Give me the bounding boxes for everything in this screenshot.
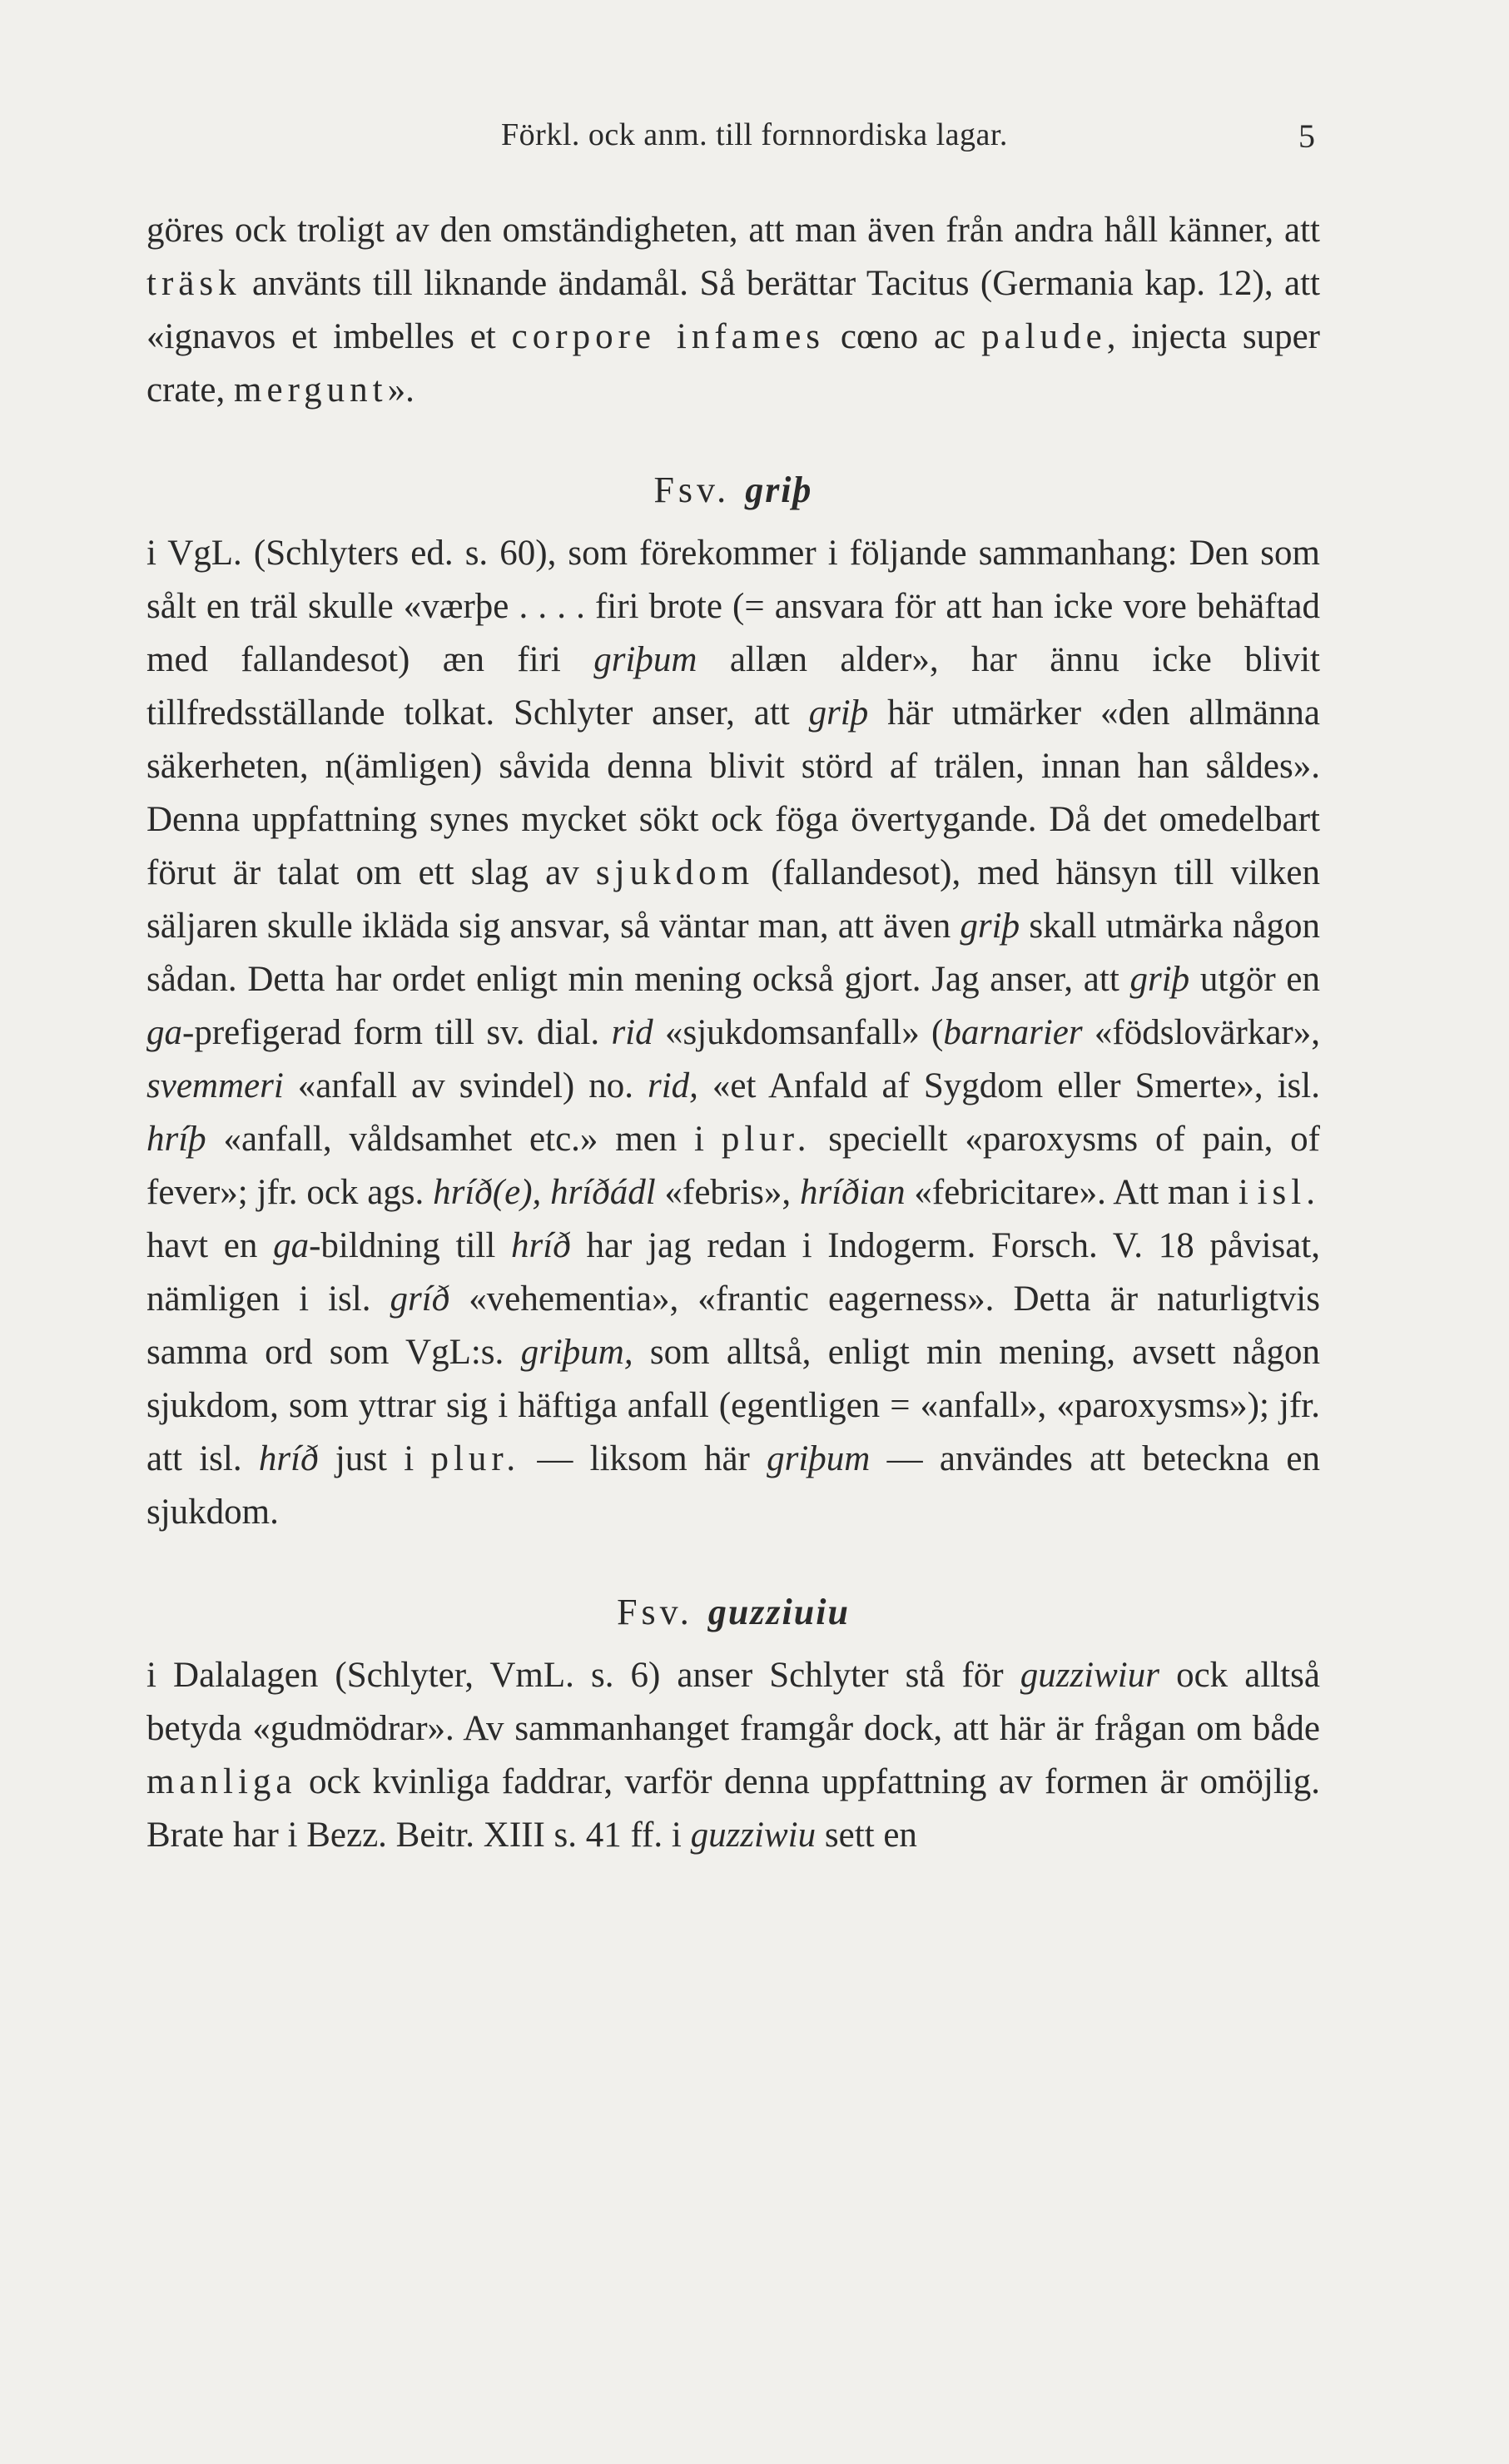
text-run: här utmärker «den allmänna säkerheten, n(ämligen) såvida denna blivit störd af trälen, innan han såldes». Denna uppfattning synes mycket sökt ock föga övertygande. Då det omedelbart förut är talat om ett slag av: [146, 693, 1320, 892]
italic-term: gríð: [390, 1279, 450, 1319]
italic-term: ga-: [273, 1226, 321, 1265]
spaced-word: sjukdom: [595, 853, 755, 892]
italic-term: guzziwiur: [1020, 1656, 1159, 1695]
italic-term: griþum: [593, 640, 697, 679]
text-run: — liksom här: [520, 1439, 767, 1478]
text-run: «vehementia», «frantic eagerness». Detta är naturligtvis samma ord som VgL:s.: [146, 1279, 1320, 1372]
text-run: har jag redan i Indogerm. Forsch. V. 18 påvisat, nämligen i isl.: [146, 1226, 1320, 1319]
section-gap: [146, 417, 1320, 464]
text-run: «sjukdomsanfall» (: [653, 1013, 944, 1052]
text-run: — användes att beteckna en sjukdom.: [146, 1439, 1321, 1532]
text-run: prefigerad form till sv. dial.: [194, 1013, 612, 1052]
italic-term: hríðian: [799, 1173, 906, 1212]
italic-term: griþ: [960, 907, 1020, 946]
text-run: «anfall, våldsamhet etc.» men i: [206, 1120, 722, 1159]
section-gap: [146, 1539, 1320, 1586]
italic-term: svemmeri: [146, 1066, 284, 1105]
paragraph-3: [146, 1649, 1320, 1862]
headword-term: guzziuiu: [707, 1592, 850, 1632]
italic-term: hríð(e), hríðádl: [433, 1173, 656, 1212]
text-run: använts till liknande ändamål. Så berättar Tacitus (Germania kap. 12), att «ignavos et imbelles et: [146, 264, 1320, 356]
italic-term: griþ: [1129, 960, 1190, 999]
text-run: just i: [318, 1439, 431, 1478]
page-header: [0, 117, 1509, 166]
headword-guzziuiu: [146, 1586, 1320, 1639]
italic-term: rid,: [647, 1066, 698, 1105]
text-run: bildning till: [320, 1226, 512, 1265]
text-run: i VgL. (Schlyters ed. s. 60), som förekommer i följande sammanhang: Den som sålt en träl skulle «værþe . . . . firi brote (= ansvara för att han icke vore behäftad med fallandesot) æn firi: [146, 534, 1320, 679]
headword-abbr: Fsv.: [653, 469, 731, 510]
spaced-word: corpore infames: [511, 317, 826, 356]
text-run: «anfall av svindel) no.: [283, 1066, 648, 1105]
page-number: 5: [1298, 117, 1315, 155]
italic-term: hríþ: [146, 1120, 206, 1159]
text-run: som alltså, enligt min mening, avsett någon sjukdom, som yttrar sig i häftiga anfall (egentligen = «anfall», «paroxysms»); jfr. att isl.: [146, 1333, 1320, 1478]
text-run: havt en: [146, 1226, 274, 1265]
spaced-word: isl.: [1257, 1173, 1320, 1212]
spaced-word: träsk: [146, 264, 241, 303]
text-run: ock kvinliga faddrar, varför denna uppfattning av formen är omöjlig. Brate har i Bezz. Beitr. XIII s. 41 ff. i: [146, 1762, 1320, 1855]
text-run: utgör en: [1189, 960, 1320, 999]
running-title: Förkl. ock anm. till fornnordiska lagar.: [501, 117, 1008, 152]
headword-term: griþ: [745, 469, 813, 510]
italic-term: griþum,: [520, 1333, 633, 1372]
text-run: «febris»,: [655, 1173, 800, 1212]
italic-term: hríð: [511, 1226, 571, 1265]
text-run: skall utmärka någon sådan. Detta har ordet enligt min mening också gjort. Jag anser, att: [146, 907, 1320, 999]
spaced-word: plur.: [430, 1439, 521, 1478]
italic-term: ga-: [146, 1013, 195, 1052]
text-run: speciellt «paroxysms of pain, of fever»; jfr. ock ags.: [146, 1120, 1320, 1212]
italic-term: rid: [611, 1013, 653, 1052]
spaced-word: manliga: [146, 1762, 297, 1801]
text-run: i Dalalagen (Schlyter, VmL. s. 6) anser Schlyter stå för: [146, 1656, 1020, 1695]
italic-term: guzziwiu: [690, 1816, 817, 1855]
italic-term: barnarier: [943, 1013, 1083, 1052]
text-run: allæn alder», har ännu icke blivit tillfredsställande tolkat. Schlyter anser, att: [146, 640, 1320, 733]
headword-grip: [146, 464, 1320, 517]
italic-term: griþ: [808, 693, 869, 733]
paragraph-1: [146, 204, 1320, 417]
text-run: ock alltså betyda «gudmödrar». Av sammanhanget framgår dock, att här är frågan om både: [146, 1656, 1320, 1748]
text-run: «febricitare». Att man i: [905, 1173, 1258, 1212]
text-run: sett en: [816, 1816, 917, 1855]
text-run: cœno ac: [825, 317, 982, 356]
paragraph-2: [146, 527, 1320, 1539]
spaced-word: palude: [981, 317, 1107, 356]
text-run: (fallandesot), med hänsyn till vilken säljaren skulle ikläda sig ansvar, så väntar man, att även: [146, 853, 1321, 946]
body-text: [146, 204, 1320, 1862]
text-run: ».: [387, 370, 414, 410]
italic-term: griþum: [767, 1439, 871, 1478]
text-run: «et Anfald af Sygdom eller Smerte», isl.: [697, 1066, 1320, 1105]
italic-term: hríð: [258, 1439, 319, 1478]
text-run: , injecta super crate,: [146, 317, 1320, 410]
spaced-word: mergunt: [234, 370, 388, 410]
spaced-word: plur.: [721, 1120, 812, 1159]
headword-abbr: Fsv.: [617, 1592, 693, 1632]
text-run: «födslovärkar»,: [1082, 1013, 1320, 1052]
text-run: göres ock troligt av den omständigheten, att man även från andra håll känner, att: [146, 211, 1320, 250]
